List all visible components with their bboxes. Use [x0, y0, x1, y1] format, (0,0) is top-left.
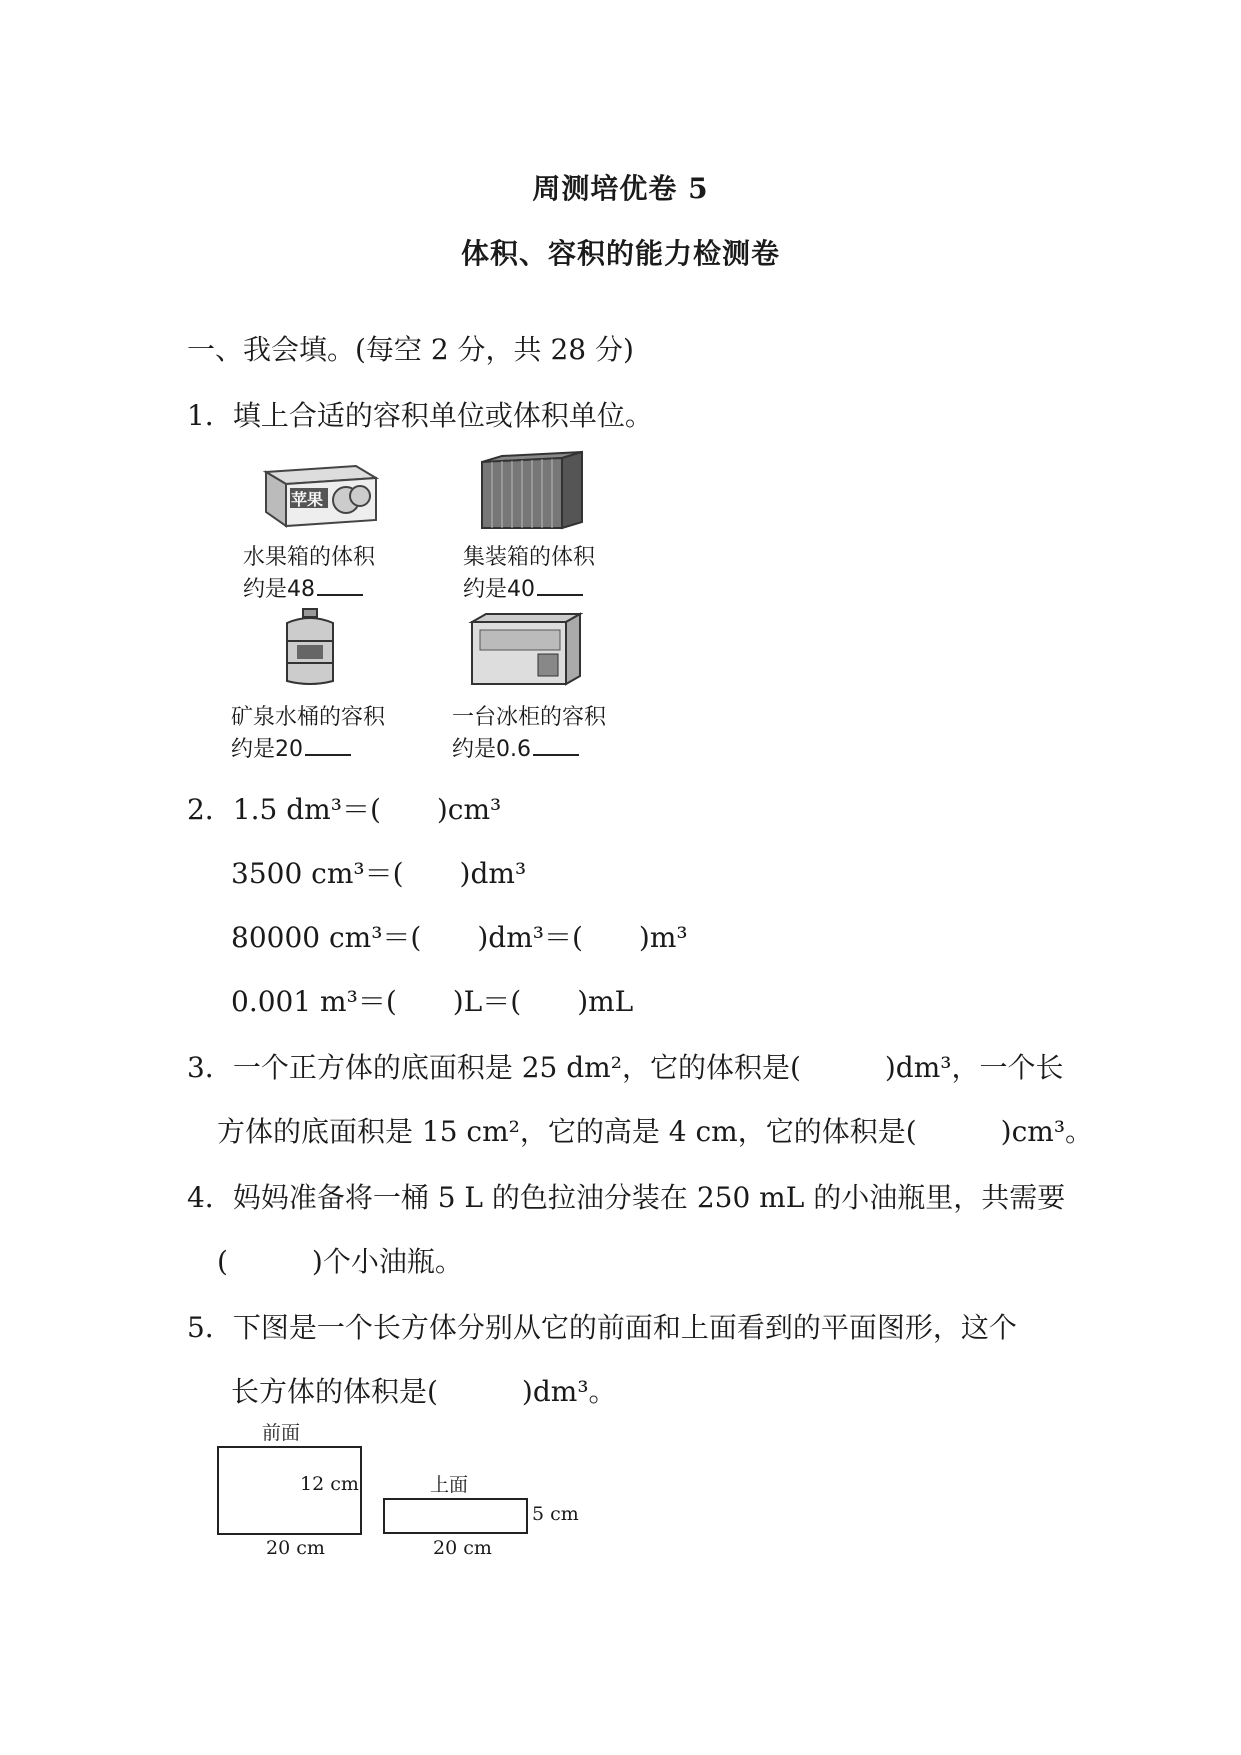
question-4-line-2: ( )个小油瓶。	[217, 1245, 463, 1278]
question-5-line-2: 长方体的体积是( )dm³。	[231, 1375, 617, 1408]
item-2-caption-2	[463, 572, 583, 603]
question-1-text: 1．填上合适的容积单位或体积单位。	[187, 399, 653, 432]
top-view-label: 上面	[430, 1474, 469, 1496]
item-2-caption-1: 集装箱的体积	[463, 545, 596, 570]
question-5-line-1: 5．下图是一个长方体分别从它的前面和上面看到的平面图形，这个	[187, 1311, 1017, 1344]
item-2-caption-2-text: 约是40	[463, 577, 535, 602]
question-2-line-4: 0.001 m³＝( )L＝( )mL	[231, 985, 634, 1018]
front-view-width: 20 cm	[266, 1537, 325, 1559]
top-view-rect	[383, 1498, 528, 1534]
question-2-line-3: 80000 cm³＝( )dm³＝( )m³	[231, 921, 688, 954]
item-1-caption-1: 水果箱的体积	[243, 545, 376, 570]
item-3-caption-2-text: 约是20	[231, 737, 303, 762]
item-4-blank[interactable]	[533, 736, 579, 756]
question-4-line-1: 4．妈妈准备将一桶 5 L 的色拉油分装在 250 mL 的小油瓶里，共需要	[187, 1181, 1066, 1214]
top-view-width: 20 cm	[433, 1537, 492, 1559]
item-1-caption-2	[243, 572, 363, 603]
fruit-box-label: 苹果	[291, 490, 324, 509]
container-icon	[478, 448, 588, 533]
top-view-height: 5 cm	[532, 1503, 579, 1525]
item-4-caption-2	[452, 732, 579, 763]
question-2-line-2: 3500 cm³＝( )dm³	[231, 857, 527, 890]
item-2-blank[interactable]	[537, 576, 583, 596]
water-bucket-icon	[279, 607, 341, 687]
item-1-caption-2-text: 约是48	[243, 577, 315, 602]
question-2-line-1: 2．1.5 dm³＝( )cm³	[187, 793, 502, 826]
item-3-blank[interactable]	[305, 736, 351, 756]
front-view-label: 前面	[262, 1422, 301, 1444]
question-3-line-1: 3．一个正方体的底面积是 25 dm²，它的体积是( )dm³，一个长	[187, 1051, 1064, 1084]
item-3-caption-2	[231, 732, 351, 763]
item-1-blank[interactable]	[317, 576, 363, 596]
page-subtitle: 体积、容积的能力检测卷	[460, 237, 780, 270]
freezer-icon	[468, 610, 583, 688]
section-heading: 一、我会填。(每空 2 分，共 28 分)	[187, 333, 634, 366]
item-4-caption-2-text: 约是0.6	[452, 737, 531, 762]
item-4-caption-1: 一台冰柜的容积	[452, 705, 607, 730]
question-3-line-2: 方体的底面积是 15 cm²，它的高是 4 cm，它的体积是( )cm³。	[217, 1115, 1094, 1148]
page-title: 周测培优卷 5	[532, 172, 709, 205]
item-3-caption-1: 矿泉水桶的容积	[231, 705, 386, 730]
front-view-height: 12 cm	[300, 1473, 359, 1495]
